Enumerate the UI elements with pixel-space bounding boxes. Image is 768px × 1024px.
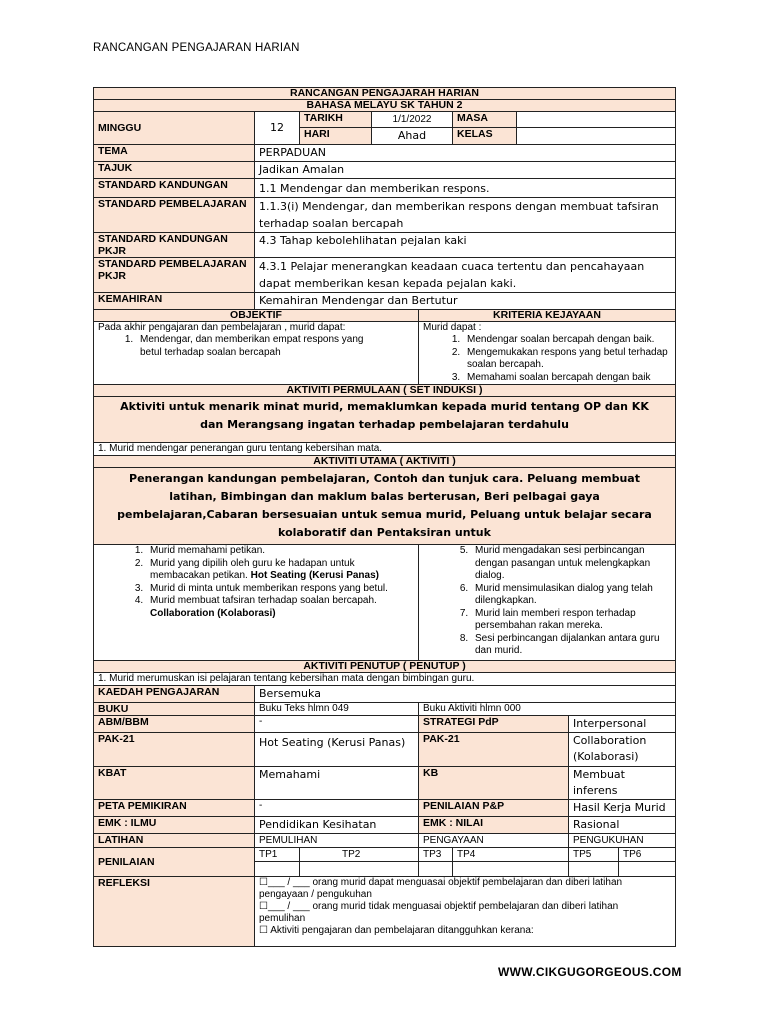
emk-ilmu-label: EMK : ILMU: [94, 817, 255, 834]
strategi-label: STRATEGI PdP: [419, 716, 569, 733]
tp-blank: [300, 862, 419, 877]
spp-label: STANDARD PEMBELAJARAN PKJR: [94, 258, 255, 293]
utama-right-item: 8. Sesi perbincangan dijalankan antara guru dan murid.: [471, 633, 671, 658]
latihan-label: LATIHAN: [94, 834, 255, 848]
table-subtitle: BAHASA MELAYU SK TAHUN 2: [94, 100, 676, 112]
tema-label: TEMA: [94, 145, 255, 162]
spp-value: 4.3.1 Pelajar menerangkan keadaan cuaca tertentu dan pencahayaan dapat memberikan kesan kepada pejalan kaki.: [255, 258, 676, 293]
tp-cell: TP5: [569, 848, 619, 862]
penutup-step: 1. Murid merumuskan isi pelajaran tentang kebersihan mata dengan bimbingan guru.: [94, 673, 676, 686]
kemahiran-label: KEMAHIRAN: [94, 293, 255, 310]
utama-left-list: [98, 545, 396, 620]
tp-cell: TP2: [300, 848, 419, 862]
tp-blank: [619, 862, 676, 877]
tp-cell: TP3: [419, 848, 453, 862]
emk-ilmu-value: Pendidikan Kesihatan: [255, 817, 419, 834]
emk-nilai-label: EMK : NILAI: [419, 817, 569, 834]
peta-value: -: [255, 800, 419, 817]
buku-teks: Buku Teks hlmn 049: [255, 703, 419, 716]
utama-left-item: 1. Murid memahami petikan.: [146, 545, 396, 558]
utama-left-item: 3. Murid di minta untuk memberikan respons yang betul.: [146, 583, 396, 596]
objektif-cell: [94, 322, 419, 385]
sk-value: 1.1 Mendengar dan memberikan respons.: [255, 179, 676, 198]
tp-blank: [453, 862, 569, 877]
kriteria-list: [423, 334, 671, 384]
permulaan-desc: Aktiviti untuk menarik minat murid, memaklumkan kepada murid tentang OP dan KK dan Merangsang ingatan terhadap pembelajaran terdahulu: [94, 397, 676, 443]
utama-header: AKTIVITI UTAMA ( AKTIVITI ): [94, 456, 676, 468]
utama-left-cell: [94, 545, 419, 661]
tp-blank: [569, 862, 619, 877]
buku-label: BUKU: [94, 703, 255, 716]
lesson-plan-table: [93, 87, 676, 947]
penutup-header: AKTIVITI PENUTUP ( PENUTUP ): [94, 661, 676, 673]
utama-right-item: 5. Murid mengadakan sesi perbincangan dengan pasangan untuk melengkapkan dialog.: [471, 545, 671, 583]
strategi-value: Interpersonal: [569, 716, 676, 733]
abm-label: ABM/BBM: [94, 716, 255, 733]
emk-nilai-value: Rasional: [569, 817, 676, 834]
skp-value: 4.3 Tahap kebolehlihatan pejalan kaki: [255, 233, 676, 258]
minggu-value: 12: [255, 112, 300, 145]
utama-left-item: 2. Murid yang dipilih oleh guru ke hadapan untuk membacakan petikan. Hot Seating (Kerusi Panas): [146, 558, 396, 583]
utama-right-item: 7. Murid lain memberi respon terhadap persembahan rakan mereka.: [471, 608, 671, 633]
page-header: RANCANGAN PENGAJARAN HARIAN: [93, 42, 300, 54]
tajuk-value: Jadikan Amalan: [255, 162, 676, 179]
kelas-label: KELAS: [453, 128, 517, 145]
kriteria-item: 3. Memahami soalan bercapah dengan baik: [463, 372, 671, 385]
pak2-value: Collaboration (Kolaborasi): [569, 733, 676, 767]
masa-label: MASA: [453, 112, 517, 128]
latihan-pengayaan: PENGAYAAN: [419, 834, 569, 848]
peta-label: PETA PEMIKIRAN: [94, 800, 255, 817]
kaedah-value: Bersemuka: [255, 686, 676, 703]
utama-right-item: 6. Murid mensimulasikan dialog yang telah dilengkapkan.: [471, 583, 671, 608]
tarikh-label: TARIKH: [300, 112, 372, 128]
refleksi-label: REFLEKSI: [94, 877, 255, 947]
kaedah-label: KAEDAH PENGAJARAN: [94, 686, 255, 703]
pak-label: PAK-21: [94, 733, 255, 767]
refleksi-line: ☐ Aktiviti pengajaran dan pembelajaran ditangguhkan kerana:: [259, 925, 534, 936]
tp-cell: TP1: [255, 848, 300, 862]
website-link[interactable]: WWW.CIKGUGORGEOUS.COM: [498, 965, 682, 979]
kriteria-intro: Murid dapat :: [423, 322, 482, 333]
utama-left-item: 4. Murid membuat tafsiran terhadap soalan bercapah. Collaboration (Kolaborasi): [146, 595, 396, 620]
tp-blank: [419, 862, 453, 877]
latihan-pemulihan: PEMULIHAN: [255, 834, 419, 848]
tp-cell: TP4: [453, 848, 569, 862]
tema-value: PERPADUAN: [255, 145, 676, 162]
penilaian-pp-value: Hasil Kerja Murid: [569, 800, 676, 817]
tp-blank: [255, 862, 300, 877]
objektif-header: OBJEKTIF: [94, 310, 419, 322]
masa-value: [517, 112, 676, 128]
refleksi-cell: [255, 877, 676, 947]
penilaian-pp-label: PENILAIAN P&P: [419, 800, 569, 817]
buku-aktiviti: Buku Aktiviti hlmn 000: [419, 703, 676, 716]
hari-label: HARI: [300, 128, 372, 145]
tajuk-label: TAJUK: [94, 162, 255, 179]
hari-value: Ahad: [372, 128, 453, 145]
kriteria-header: KRITERIA KEJAYAAN: [419, 310, 676, 322]
sk-label: STANDARD KANDUNGAN: [94, 179, 255, 198]
kbat-value: Memahami: [255, 767, 419, 800]
latihan-pengukuhan: PENGUKUHAN: [569, 834, 676, 848]
pak-value: Hot Seating (Kerusi Panas): [255, 733, 419, 767]
sp-value: 1.1.3(i) Mendengar, dan memberikan respons dengan membuat tafsiran terhadap soalan bercapah: [255, 198, 676, 233]
kriteria-item: 1. Mendengar soalan bercapah dengan baik.: [463, 334, 671, 347]
kriteria-cell: [419, 322, 676, 385]
skp-label: STANDARD KANDUNGAN PKJR: [94, 233, 255, 258]
permulaan-header: AKTIVITI PERMULAAN ( SET INDUKSI ): [94, 385, 676, 397]
kb-label: KB: [419, 767, 569, 800]
abm-value: -: [255, 716, 419, 733]
refleksi-line: ☐___ / ___ orang murid dapat menguasai objektif pembelajaran dan diberi latihan pengayaan / pengukuhan: [259, 877, 623, 900]
kbat-label: KBAT: [94, 767, 255, 800]
objektif-list: [98, 334, 374, 359]
table-title: RANCANGAN PENGAJARAH HARIAN: [94, 88, 676, 100]
objektif-intro: Pada akhir pengajaran dan pembelajaran , murid dapat:: [98, 322, 346, 333]
kb-value: Membuat inferens: [569, 767, 676, 800]
utama-right-cell: [419, 545, 676, 661]
tarikh-value: 1/1/2022: [372, 112, 453, 128]
kemahiran-value: Kemahiran Mendengar dan Bertutur: [255, 293, 676, 310]
tp-cell: TP6: [619, 848, 676, 862]
kelas-value: [517, 128, 676, 145]
objektif-item: 1. Mendengar, dan memberikan empat respons yang betul terhadap soalan bercapah: [136, 334, 374, 359]
permulaan-step: 1. Murid mendengar penerangan guru tentang kebersihan mata.: [94, 443, 676, 456]
utama-desc: Penerangan kandungan pembelajaran, Contoh dan tunjuk cara. Peluang membuat latihan, Bimbingan dan maklum balas berterusan, Beri pelbagai gaya pembelajaran,Cabaran bersesuaian untuk semua murid, Peluang untuk belajar secara kolaboratif dan Pentaksiran untuk: [94, 468, 676, 545]
penilaian-label: PENILAIAN: [94, 848, 255, 877]
utama-right-list: [423, 545, 671, 658]
kriteria-item: 2. Mengemukakan respons yang betul terhadap soalan bercapah.: [463, 347, 671, 372]
pak2-label: PAK-21: [419, 733, 569, 767]
sp-label: STANDARD PEMBELAJARAN: [94, 198, 255, 233]
refleksi-line: ☐___ / ___ orang murid tidak menguasai objektif pembelajaran dan diberi latihan pemulihan: [259, 901, 619, 924]
minggu-label: MINGGU: [94, 112, 255, 145]
